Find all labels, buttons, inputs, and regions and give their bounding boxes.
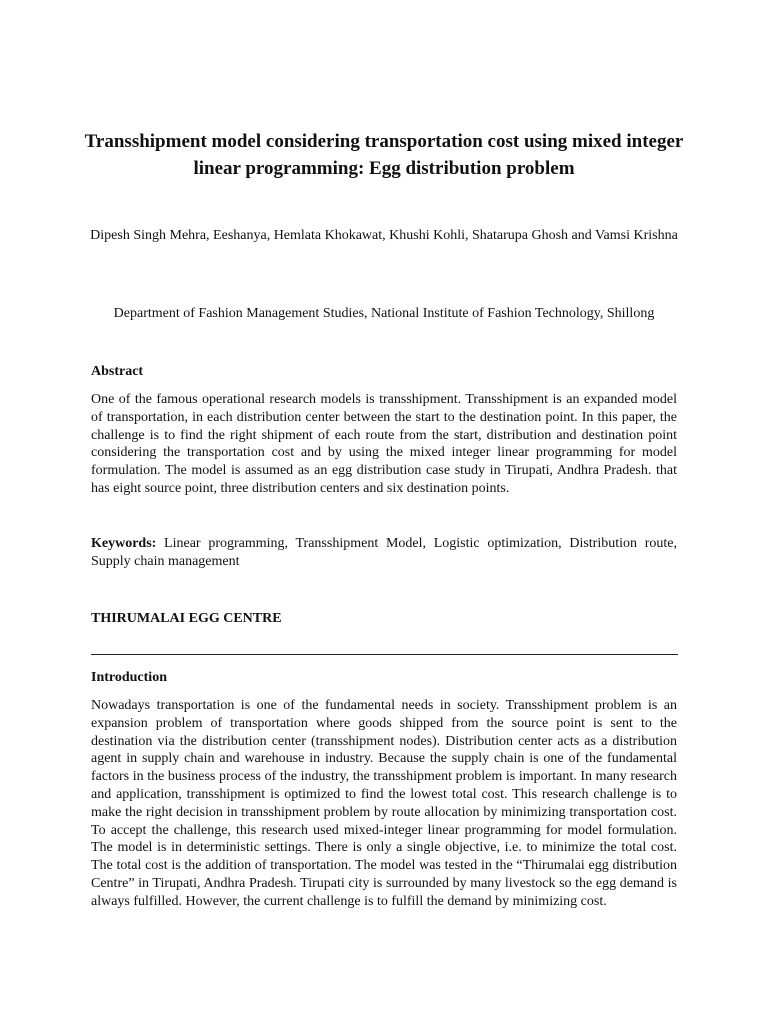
section-title: THIRUMALAI EGG CENTRE [91,611,282,626]
introduction-heading: Introduction [91,670,167,685]
introduction-text: Nowadays transportation is one of the fundamental needs in society. Transshipment problem is an expansion problem of transportation where goods shipped from the source point is sent to the destination via the distribution center (transshipment nodes). Distribution center acts as a distribution agent in supply chain and warehouse in industry. Because the supply chain is one of the fundamental factors in the business process of the industry, the transshipment problem is important. In many research and application, transshipment is optimized to find the lowest total cost. This research challenge is to make the right decision in transshipment problem by route allocation by minimizing transportation cost. To accept the challenge, this research used mixed-integer linear programming for model formulation. The model is in deterministic settings. There is only a single objective, i.e. to minimize the total cost. The total cost is the addition of transportation. The model was tested in the “Thirumalai egg distribution Centre” in Tirupati, Andhra Pradesh. Tirupati city is surrounded by many livestock so the egg demand is always fulfilled. However, the current challenge is to fulfill the demand by minimizing cost. [91,698,677,909]
affiliation: Department of Fashion Management Studies, National Institute of Fashion Technology, Shillong [113,306,655,321]
horizontal-rule [91,654,678,655]
author-list: Dipesh Singh Mehra, Eeshanya, Hemlata Khokawat, Khushi Kohli, Shatarupa Ghosh and Vamsi Krishna [90,228,678,243]
abstract-text: One of the famous operational research models is transshipment. Transshipment is an expanded model of transportation, in each distribution center between the start to the destination point. In this paper, the challenge is to find the right shipment of each route from the start, distribution and destination point considering the transportation cost and by using the mixed integer linear programming for model formulation. The model is assumed as an egg distribution case study in Tirupati, Andhra Pradesh. that has eight source point, three distribution centers and six destination points. [91,392,677,496]
keywords-text: Linear programming, Transshipment Model, Logistic optimization, Distribution route, Supply chain management [91,536,677,569]
keywords-label: Keywords: [91,536,157,551]
paper-title: Transshipment model considering transportation cost using mixed integer linear programming: Egg distribution problem [84,131,684,179]
abstract-heading: Abstract [91,364,144,379]
keywords [91,535,677,571]
